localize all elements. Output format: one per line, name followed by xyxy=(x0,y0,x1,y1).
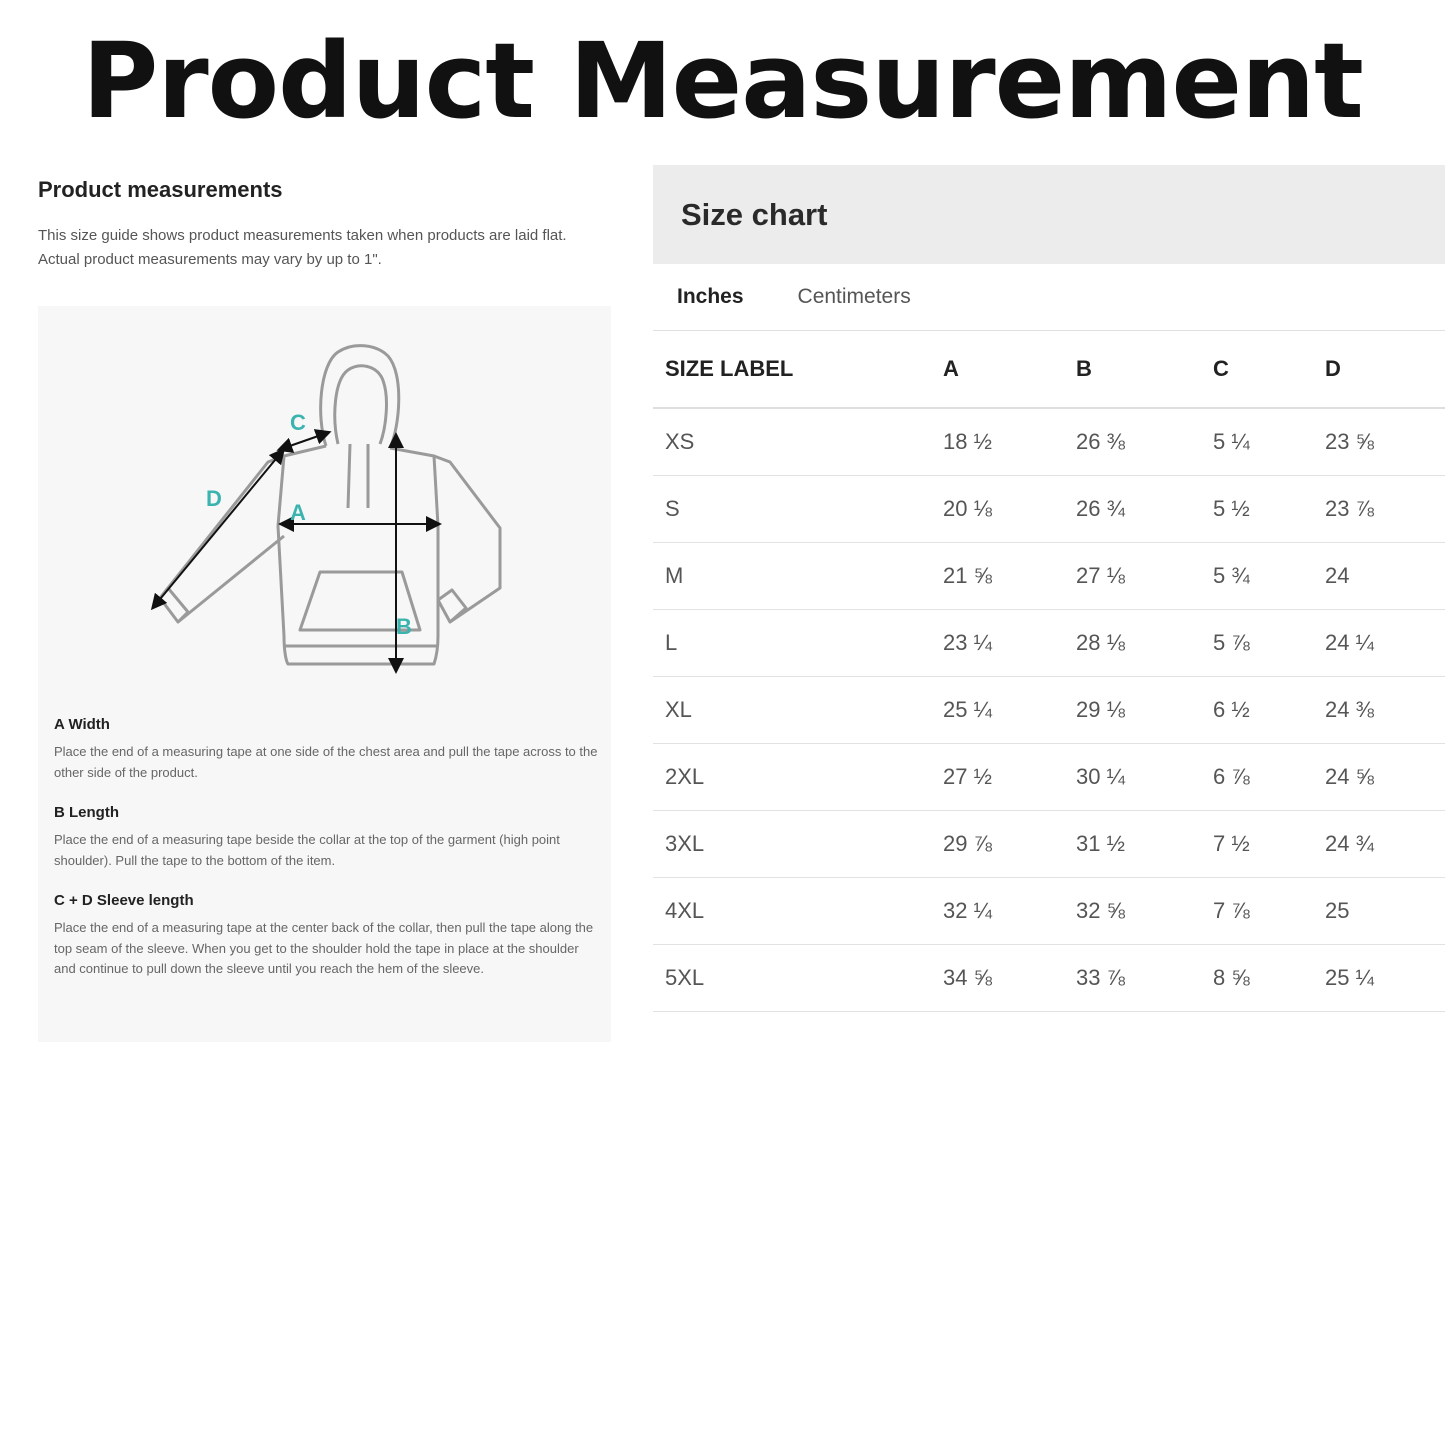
cell-b: 26 ⅜ xyxy=(1064,408,1201,476)
cell-a: 20 ⅛ xyxy=(931,476,1064,543)
cell-c: 6 ½ xyxy=(1201,677,1313,744)
table-row xyxy=(653,811,1445,878)
hoodie-diagram xyxy=(138,336,518,686)
cell-d: 24 ⅜ xyxy=(1313,677,1445,744)
cell-size: XS xyxy=(653,408,931,476)
cell-b: 32 ⅝ xyxy=(1064,878,1201,945)
diagram-label-d: D xyxy=(206,486,222,511)
cell-c: 8 ⅝ xyxy=(1201,945,1313,1012)
table-row xyxy=(653,476,1445,543)
unit-tabs xyxy=(653,264,1445,331)
guide-heading: Product measurements xyxy=(38,177,283,202)
cell-c: 7 ½ xyxy=(1201,811,1313,878)
guide-intro-line1: This size guide shows product measurements taken when products are laid flat. xyxy=(38,227,567,244)
cell-c: 5 ¼ xyxy=(1201,408,1313,476)
cell-a: 23 ¼ xyxy=(931,610,1064,677)
diagram-label-b: B xyxy=(396,614,412,639)
column-header-a: A xyxy=(931,331,1064,408)
cell-a: 18 ½ xyxy=(931,408,1064,476)
cell-a: 32 ¼ xyxy=(931,878,1064,945)
cell-b: 26 ¾ xyxy=(1064,476,1201,543)
column-header-size-label: SIZE LABEL xyxy=(653,331,931,408)
desc-sleeve-text: Place the end of a measuring tape at the center back of the collar, then pull the tape along the top seam of the sleeve. When you get to the shoulder hold the tape in place at the shoulder and continue to pull down the sleeve until you reach the hem of the sleeve. xyxy=(54,920,594,976)
cell-a: 21 ⅝ xyxy=(931,543,1064,610)
cell-b: 30 ¼ xyxy=(1064,744,1201,811)
cell-c: 7 ⅞ xyxy=(1201,878,1313,945)
cell-b: 27 ⅛ xyxy=(1064,543,1201,610)
cell-a: 25 ¼ xyxy=(931,677,1064,744)
measurement-guide xyxy=(38,170,613,976)
cell-b: 29 ⅛ xyxy=(1064,677,1201,744)
desc-width-title: A Width xyxy=(54,716,110,733)
desc-sleeve xyxy=(54,890,599,980)
cell-size: 2XL xyxy=(653,744,931,811)
cell-d: 24 ¼ xyxy=(1313,610,1445,677)
desc-length xyxy=(54,802,599,871)
tab-inches[interactable]: Inches xyxy=(677,285,744,308)
cell-d: 23 ⅝ xyxy=(1313,408,1445,476)
cell-size: L xyxy=(653,610,931,677)
guide-intro-line2: Actual product measurements may vary by up to 1". xyxy=(38,251,382,268)
cell-size: 4XL xyxy=(653,878,931,945)
cell-d: 24 ¾ xyxy=(1313,811,1445,878)
table-row xyxy=(653,610,1445,677)
cell-d: 25 xyxy=(1313,878,1445,945)
diagram-label-c: C xyxy=(290,410,306,435)
cell-size: 3XL xyxy=(653,811,931,878)
table-row xyxy=(653,677,1445,744)
arrow-sleeve-d xyxy=(156,454,280,604)
table-row xyxy=(653,945,1445,1012)
cell-d: 24 xyxy=(1313,543,1445,610)
diagram-label-a: A xyxy=(290,500,306,525)
cell-a: 27 ½ xyxy=(931,744,1064,811)
cell-b: 33 ⅞ xyxy=(1064,945,1201,1012)
tab-centimeters[interactable]: Centimeters xyxy=(797,285,911,308)
desc-width-text: Place the end of a measuring tape at one side of the chest area and pull the tape across to the other side of the product. xyxy=(54,744,598,780)
cell-size: XL xyxy=(653,677,931,744)
size-chart xyxy=(653,165,1445,1012)
size-chart-title: Size chart xyxy=(653,165,1445,264)
cell-size: 5XL xyxy=(653,945,931,1012)
cell-c: 6 ⅞ xyxy=(1201,744,1313,811)
cell-b: 31 ½ xyxy=(1064,811,1201,878)
cell-a: 34 ⅝ xyxy=(931,945,1064,1012)
table-row xyxy=(653,543,1445,610)
cell-d: 23 ⅞ xyxy=(1313,476,1445,543)
desc-length-text: Place the end of a measuring tape beside the collar at the top of the garment (high point shoulder). Pull the tape to the bottom of the item. xyxy=(54,832,560,868)
cell-d: 25 ¼ xyxy=(1313,945,1445,1012)
desc-width xyxy=(54,714,599,783)
cell-size: M xyxy=(653,543,931,610)
table-row xyxy=(653,744,1445,811)
cell-d: 24 ⅝ xyxy=(1313,744,1445,811)
hoodie-drawstring-left xyxy=(348,444,350,508)
cell-c: 5 ⅞ xyxy=(1201,610,1313,677)
desc-length-title: B Length xyxy=(54,804,119,821)
size-table-header xyxy=(653,331,1445,408)
cell-b: 28 ⅛ xyxy=(1064,610,1201,677)
cell-c: 5 ¾ xyxy=(1201,543,1313,610)
guide-box xyxy=(38,306,611,1042)
cell-size: S xyxy=(653,476,931,543)
cell-a: 29 ⅞ xyxy=(931,811,1064,878)
column-header-d: D xyxy=(1313,331,1445,408)
page-banner-title: Product Measurement xyxy=(82,20,1363,142)
cell-c: 5 ½ xyxy=(1201,476,1313,543)
table-row xyxy=(653,878,1445,945)
hoodie-left-sleeve xyxy=(160,456,284,622)
arrow-sleeve-c xyxy=(284,434,324,448)
desc-sleeve-title: C + D Sleeve length xyxy=(54,892,194,909)
size-table xyxy=(653,331,1445,1012)
guide-intro xyxy=(38,224,613,272)
hoodie-hood-inner xyxy=(335,366,387,444)
table-row xyxy=(653,408,1445,476)
column-header-b: B xyxy=(1064,331,1201,408)
column-header-c: C xyxy=(1201,331,1313,408)
